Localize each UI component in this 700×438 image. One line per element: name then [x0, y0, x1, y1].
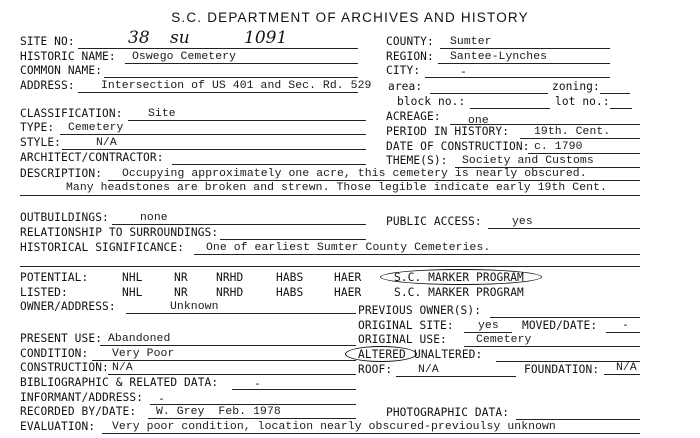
historic-name-value: Oswego Cemetery	[132, 51, 237, 63]
evaluation-label: EVALUATION:	[20, 420, 96, 433]
public-access-value: yes	[512, 216, 533, 228]
region-value: Santee-Lynches	[450, 51, 548, 63]
recorded-by-label: RECORDED BY/DATE:	[20, 405, 137, 418]
informant-label: INFORMANT/ADDRESS:	[20, 391, 144, 404]
significance-value: One of earliest Sumter County Cemeteries.	[206, 242, 491, 254]
period-label: PERIOD IN HISTORY:	[386, 125, 510, 138]
roof-label: ROOF:	[358, 363, 393, 376]
region-label: REGION:	[386, 50, 434, 63]
site-no-part-1: 38	[128, 28, 150, 48]
themes-label: THEME(S):	[386, 154, 448, 167]
zoning-label: zoning:	[552, 80, 600, 93]
potential-haer: HAER	[334, 271, 362, 284]
photographic-line	[516, 419, 640, 420]
public-access-label: PUBLIC ACCESS:	[386, 215, 482, 228]
original-site-value: yes	[478, 320, 499, 332]
relationship-label: RELATIONSHIP TO SURROUNDINGS:	[20, 226, 219, 239]
previous-owners-label: PREVIOUS OWNER(S):	[358, 304, 482, 317]
description-line-2: Many headstones are broken and strewn. Those legible indicate early 19th Cent.	[66, 182, 607, 194]
previous-owners-line	[490, 317, 640, 318]
description-underline-2	[20, 195, 640, 196]
condition-value: Very Poor	[112, 348, 175, 360]
listed-nhl: NHL	[122, 286, 143, 299]
construction-line	[108, 374, 356, 375]
acreage-value: one	[468, 115, 489, 127]
county-value: Sumter	[450, 36, 492, 48]
site-no-part-3: 1091	[244, 28, 288, 48]
bibliographic-line	[232, 389, 356, 390]
description-label: DESCRIPTION:	[20, 167, 103, 180]
outbuildings-line	[112, 224, 366, 225]
moved-date-value: -	[622, 320, 629, 332]
recorded-by-value: W. Grey Feb. 1978	[156, 406, 281, 418]
present-use-line	[100, 345, 356, 346]
themes-value: Society and Customs	[462, 155, 594, 167]
recorded-by-line	[148, 418, 356, 419]
evaluation-line	[102, 433, 640, 434]
original-use-label: ORIGINAL USE:	[358, 333, 447, 346]
owner-line	[126, 313, 356, 314]
bibliographic-value: -	[254, 379, 261, 391]
altered-circle	[345, 346, 417, 362]
date-construction-line	[528, 153, 640, 154]
condition-line	[92, 360, 356, 361]
block-no-line	[470, 108, 550, 109]
potential-habs: HABS	[276, 271, 304, 284]
description-underline-1	[108, 180, 640, 181]
original-site-label: ORIGINAL SITE:	[358, 319, 454, 332]
altered-label: ALTERED	[358, 348, 406, 361]
county-label: COUNTY:	[386, 35, 434, 48]
photographic-label: PHOTOGRAPHIC DATA:	[386, 406, 510, 419]
condition-label: CONDITION:	[20, 347, 89, 360]
listed-label: LISTED:	[20, 286, 68, 299]
moved-date-label: MOVED/DATE:	[522, 319, 598, 332]
lot-no-label: lot no.:	[555, 95, 610, 108]
present-use-label: PRESENT USE:	[20, 332, 103, 345]
present-use-value: Abandoned	[108, 333, 171, 345]
significance-label: HISTORICAL SIGNIFICANCE:	[20, 241, 185, 254]
construction-value: N/A	[112, 362, 133, 374]
city-value: -	[460, 67, 467, 79]
potential-nr: NR	[174, 271, 188, 284]
relationship-line	[220, 239, 366, 240]
original-use-line	[464, 346, 640, 347]
roof-value: N/A	[418, 364, 439, 376]
architect-label: ARCHITECT/CONTRACTOR:	[20, 151, 164, 164]
architect-line	[172, 164, 366, 165]
unaltered-label: UNALTERED:	[414, 348, 483, 361]
roof-line	[396, 376, 516, 377]
listed-nrhd: NRHD	[216, 286, 244, 299]
classification-value: Site	[148, 108, 176, 120]
bibliographic-label: BIBLIOGRAPHIC & RELATED DATA:	[20, 376, 219, 389]
type-label: TYPE:	[20, 121, 55, 134]
city-line	[425, 77, 610, 78]
potential-nhl: NHL	[122, 271, 143, 284]
description-line-1: Occupying approximately one acre, this cemetery is nearly obscured.	[122, 168, 587, 180]
common-name-line	[104, 77, 358, 78]
listed-nr: NR	[174, 286, 188, 299]
moved-date-line	[606, 332, 640, 333]
address-value: Intersection of US 401 and Sec. Rd. 529	[101, 80, 372, 92]
significance-line	[194, 254, 640, 255]
owner-value: Unknown	[170, 301, 219, 313]
original-site-line	[464, 332, 512, 333]
site-no-line	[78, 48, 358, 49]
evaluation-value: Very poor condition, location nearly obscured-previoulsy unknown	[112, 421, 556, 433]
listed-habs: HABS	[276, 286, 304, 299]
site-no-part-2: su	[170, 28, 190, 48]
style-label: STYLE:	[20, 136, 62, 149]
informant-line	[150, 404, 356, 405]
lot-no-line	[610, 108, 632, 109]
region-line	[438, 63, 610, 64]
foundation-label: FOUNDATION:	[524, 363, 600, 376]
acreage-label: ACREAGE:	[386, 110, 441, 123]
address-label: ADDRESS:	[20, 79, 75, 92]
area-line	[430, 93, 548, 94]
public-access-line	[488, 228, 640, 229]
informant-value: -	[158, 394, 165, 406]
type-line	[60, 134, 366, 135]
zoning-line	[600, 93, 630, 94]
section-divider	[20, 266, 640, 267]
county-line	[440, 48, 610, 49]
style-value: N/A	[96, 137, 117, 149]
foundation-line	[604, 374, 640, 375]
outbuildings-value: none	[140, 212, 168, 224]
listed-marker-program: S.C. MARKER PROGRAM	[394, 286, 524, 299]
outbuildings-label: OUTBUILDINGS:	[20, 211, 109, 224]
potential-marker-program: S.C. MARKER PROGRAM	[394, 271, 524, 284]
historic-name-line	[125, 63, 358, 64]
address-line	[78, 92, 358, 93]
area-label: area:	[388, 80, 423, 93]
city-label: CITY:	[386, 64, 421, 77]
block-no-label: block no.:	[397, 95, 466, 108]
construction-label: CONSTRUCTION:	[20, 361, 109, 374]
historic-name-label: HISTORIC NAME:	[20, 50, 116, 63]
listed-haer: HAER	[334, 286, 362, 299]
classification-label: CLASSIFICATION:	[20, 107, 123, 120]
potential-nrhd: NRHD	[216, 271, 244, 284]
original-use-value: Cemetery	[476, 334, 532, 346]
common-name-label: COMMON NAME:	[20, 64, 103, 77]
site-no-label: SITE NO:	[20, 35, 75, 48]
foundation-value: N/A	[616, 362, 637, 374]
date-construction-value: c. 1790	[534, 141, 583, 153]
form-header: S.C. DEPARTMENT OF ARCHIVES AND HISTORY	[171, 10, 529, 25]
classification-line	[128, 120, 366, 121]
type-value: Cemetery	[68, 122, 124, 134]
period-value: 19th. Cent.	[534, 126, 611, 138]
date-construction-label: DATE OF CONSTRUCTION:	[386, 140, 530, 153]
potential-marker-circle	[380, 269, 542, 285]
potential-label: POTENTIAL:	[20, 271, 89, 284]
owner-label: OWNER/ADDRESS:	[20, 300, 116, 313]
period-line	[520, 138, 640, 139]
style-line	[62, 149, 366, 150]
